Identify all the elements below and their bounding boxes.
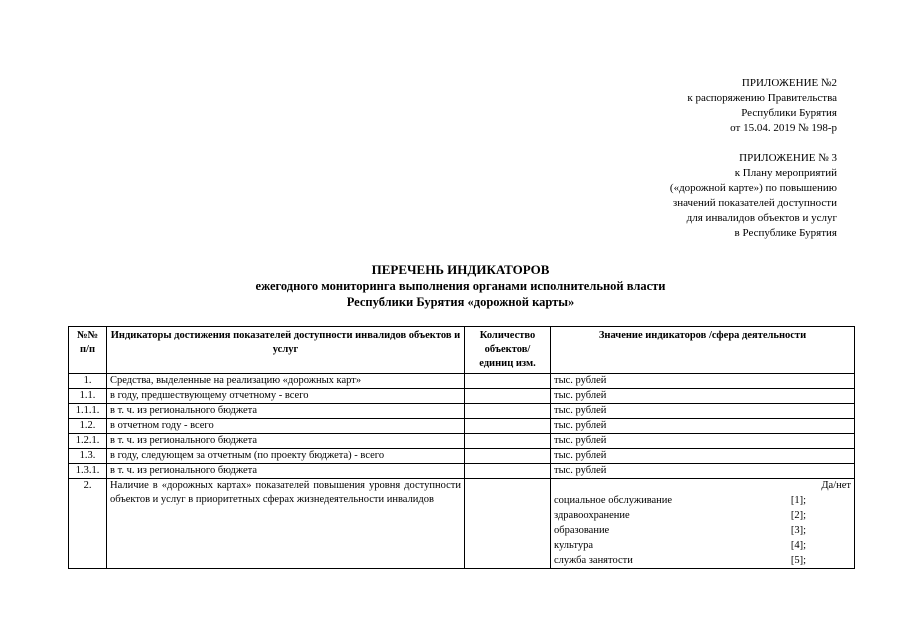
row-num: 2.	[69, 479, 107, 569]
row-num: 1.1.	[69, 389, 107, 404]
sphere-name: здравоохранение	[554, 510, 630, 521]
sphere-code: [3];	[790, 525, 806, 536]
sphere-code: [1];	[790, 495, 806, 506]
appendix-line: значений показателей доступности	[672, 197, 837, 209]
title-line-1: ПЕРЕЧЕНЬ ИНДИКАТОРОВ	[371, 262, 550, 277]
table-row	[69, 419, 855, 434]
row-num: 1.2.	[69, 419, 107, 434]
appendix-header-2	[670, 151, 837, 241]
yes-no-label: Да/нет	[821, 480, 851, 491]
row-indicator: Средства, выделенные на реализацию «дорожных карт»	[107, 374, 465, 389]
table-row	[69, 449, 855, 464]
row-qty	[465, 464, 551, 479]
row-qty	[465, 404, 551, 419]
sphere-name: социальное обслуживание	[554, 495, 673, 506]
appendix-line: от 15.04. 2019 № 198-р	[730, 122, 837, 134]
sphere-code: [2];	[790, 510, 806, 521]
indicators-table	[68, 326, 855, 569]
row-qty	[465, 374, 551, 389]
appendix-line: ПРИЛОЖЕНИЕ №2	[741, 77, 837, 89]
row-indicator: в т. ч. из регионального бюджета	[107, 404, 465, 419]
appendix-header-1	[687, 76, 837, 136]
header-indicator: Индикаторы достижения показателей доступности инвалидов объектов и услуг	[107, 327, 465, 374]
row-indicator: Наличие в «дорожных картах» показателей повышения уровня доступности объектов и услуг в приоритетных сферах жизнедеятельности инвалидов	[107, 479, 465, 569]
row-indicator: в т. ч. из регионального бюджета	[107, 464, 465, 479]
header-qty: Количество объектов/ единиц изм.	[465, 327, 551, 374]
row-num: 1.3.1.	[69, 464, 107, 479]
table-row	[69, 389, 855, 404]
document-title	[68, 262, 853, 310]
sphere-code: [5];	[790, 555, 806, 566]
row-value: тыс. рублей	[551, 389, 855, 404]
row-qty	[465, 479, 551, 569]
title-line-2: ежегодного мониторинга выполнения органами исполнительной власти	[255, 279, 666, 293]
row-qty	[465, 434, 551, 449]
row-value: тыс. рублей	[551, 434, 855, 449]
appendix-line: к распоряжению Правительства	[687, 92, 837, 104]
row-num: 1.	[69, 374, 107, 389]
sphere-item	[554, 523, 851, 538]
sphere-name: культура	[554, 540, 593, 551]
row-num: 1.2.1.	[69, 434, 107, 449]
appendix-line: ПРИЛОЖЕНИЕ № 3	[739, 152, 837, 164]
row-qty	[465, 389, 551, 404]
row-value: тыс. рублей	[551, 419, 855, 434]
row-qty	[465, 419, 551, 434]
appendix-line: в Республике Бурятия	[734, 227, 837, 239]
row-indicator: в году, следующем за отчетным (по проекту бюджета) - всего	[107, 449, 465, 464]
row-indicator: в т. ч. из регионального бюджета	[107, 434, 465, 449]
appendix-line: Республики Бурятия	[741, 107, 837, 119]
table-row	[69, 479, 855, 569]
appendix-line: («дорожной карте») по повышению	[669, 182, 837, 194]
sphere-code: [4];	[790, 540, 806, 551]
header-num: №№ п/п	[69, 327, 107, 374]
row-value: тыс. рублей	[551, 449, 855, 464]
row-qty	[465, 449, 551, 464]
row-value: тыс. рублей	[551, 464, 855, 479]
row-num: 1.1.1.	[69, 404, 107, 419]
sphere-item	[554, 538, 851, 553]
sphere-item	[554, 553, 851, 568]
sphere-item	[554, 493, 851, 508]
table-row	[69, 434, 855, 449]
row-indicator: в году, предшествующему отчетному - всего	[107, 389, 465, 404]
table-header-row	[69, 327, 855, 374]
row-value-spheres	[551, 479, 855, 569]
sphere-item	[554, 508, 851, 523]
row-num: 1.3.	[69, 449, 107, 464]
sphere-name: служба занятости	[554, 555, 633, 566]
appendix-line: к Плану мероприятий	[734, 167, 837, 179]
appendix-line: для инвалидов объектов и услуг	[686, 212, 837, 224]
row-value: тыс. рублей	[551, 404, 855, 419]
row-indicator: в отчетном году - всего	[107, 419, 465, 434]
table-row	[69, 374, 855, 389]
sphere-name: образование	[554, 525, 610, 536]
table-row	[69, 404, 855, 419]
title-line-3: Республики Бурятия «дорожной карты»	[346, 295, 575, 309]
table-row	[69, 464, 855, 479]
row-value: тыс. рублей	[551, 374, 855, 389]
header-value: Значение индикаторов /сфера деятельности	[551, 327, 855, 374]
